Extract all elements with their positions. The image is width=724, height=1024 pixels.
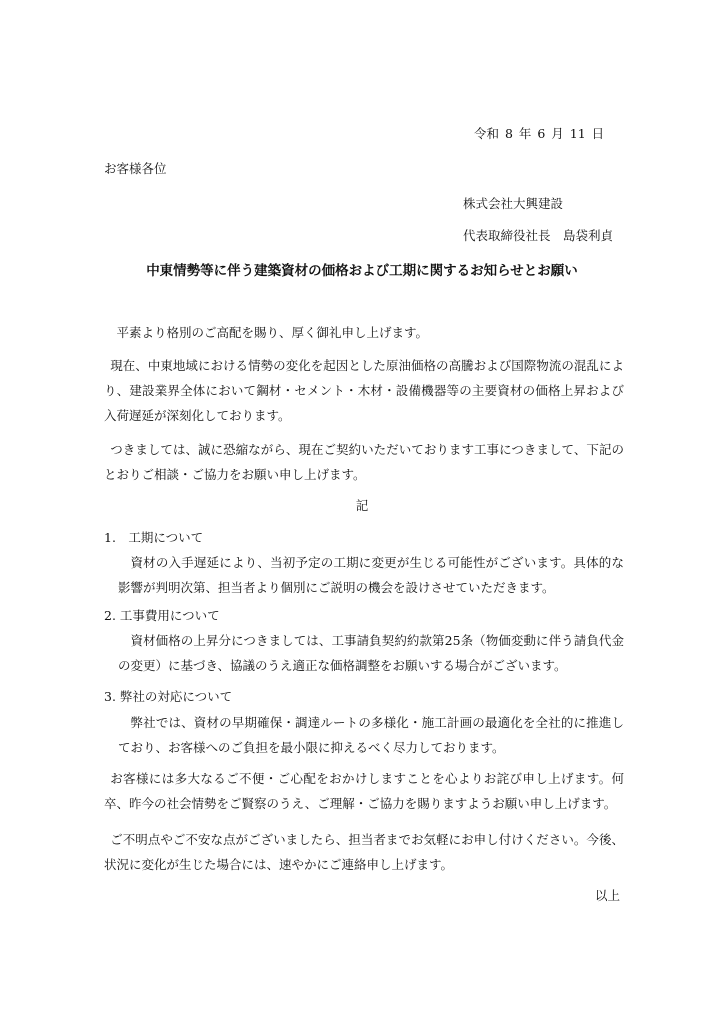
contact-paragraph: ご不明点やご不安な点がございましたら、担当者までお気軽にお申し付けください。今後、状況に変化が生じた場合には、速やかにご連絡申し上げます。	[104, 832, 624, 872]
document-title: 中東情勢等に伴う建築資材の価格および工期に関するお知らせとお願い	[146, 263, 578, 279]
closing-mark: 以上	[595, 888, 621, 903]
item-heading-response: 3. 弊社の対応について	[104, 689, 233, 704]
ki-heading: 記	[355, 498, 369, 513]
issue-date: 令和 8 年 6 月 11 日	[474, 126, 605, 141]
item-body-cost: 資材価格の上昇分につきましては、工事請負契約約款第25条（物価変動に伴う請負代金の変更）に基づき、協議のうえ適正な価格調整をお願いする場合がございます。	[118, 633, 624, 673]
item-heading-schedule: 1. 工期について	[104, 530, 204, 545]
item-heading-cost: 2. 工事費用について	[104, 608, 220, 623]
item-body-response: 弊社では、資材の早期確保・調達ルートの多様化・施工計画の最適化を全社的に推進しており、お客様へのご負担を最小限に抑えるべく尽力しております。	[118, 715, 624, 755]
company-name: 株式会社大興建設	[463, 196, 564, 211]
situation-paragraph: 現在、中東地域における情勢の変化を起因とした原油価格の高騰および国際物流の混乱により、建設業界全体において鋼材・セメント・木材・設備機器等の主要資材の価格上昇および入荷遅延が深刻化しております。	[104, 358, 624, 423]
recipient: お客様各位	[104, 161, 167, 176]
greeting-paragraph: 平素より格別のご高配を賜り、厚く御礼申し上げます。	[116, 325, 429, 340]
request-paragraph: つきましては、誠に恐縮ながら、現在ご契約いただいております工事につきまして、下記のとおりご相談・ご協力をお願い申し上げます。	[104, 442, 624, 482]
item-body-schedule: 資材の入手遅延により、当初予定の工期に変更が生じる可能性がございます。具体的な影響が判明次第、担当者より個別にご説明の機会を設けさせていただきます。	[118, 555, 624, 595]
apology-paragraph: お客様には多大なるご不便・ご心配をおかけしますことを心よりお詫び申し上げます。何卒、昨今の社会情勢をご賢察のうえ、ご理解・ご協力を賜りますようお願い申し上げます。	[104, 771, 624, 811]
representative-name: 代表取締役社長 島袋利貞	[463, 228, 614, 243]
